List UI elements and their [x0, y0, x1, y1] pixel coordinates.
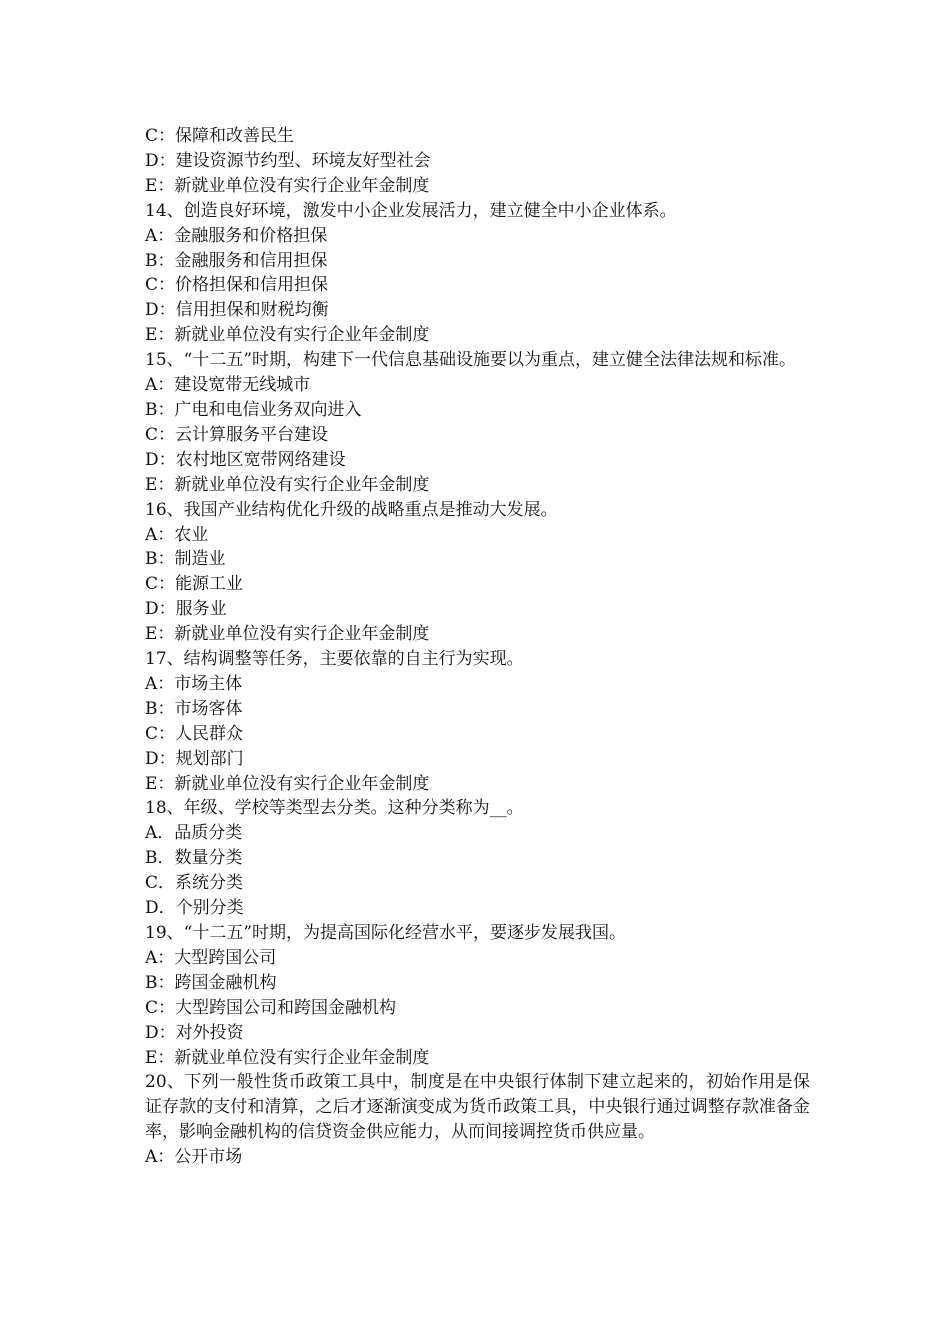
- option-d-q18: D．个别分类: [145, 898, 244, 919]
- question-19: 19、“十二五”时期，为提高国际化经营水平，要逐步发展我国。: [145, 923, 627, 943]
- option-e-q13: E：新就业单位没有实行企业年金制度: [145, 175, 430, 196]
- option-b-q14: B：金融服务和信用担保: [145, 250, 328, 271]
- question-18: 18、年级、学校等类型去分类。这种分类称为__。: [145, 798, 524, 819]
- option-a-q20: A：公开市场: [145, 1147, 243, 1168]
- option-b-q15: B：广电和电信业务双向进入: [145, 399, 362, 420]
- option-d-q19: D：对外投资: [145, 1022, 244, 1043]
- option-c-q19: C：大型跨国公司和跨国金融机构: [145, 997, 397, 1018]
- option-c-q17: C：人民群众: [145, 723, 244, 744]
- option-c-q13: C：保障和改善民生: [145, 126, 295, 146]
- option-b-q19: B：跨国金融机构: [145, 972, 277, 993]
- option-c-q14: C：价格担保和信用担保: [145, 275, 329, 296]
- question-20: 20、下列一般性货币政策工具中，制度是在中央银行体制下建立起来的，初始作用是保证存款的支付和清算，之后才逐渐演变成为货币政策工具，中央银行通过调整存款准备金率，影响金融机构的信贷资金供应能力，从而间接调控货币供应量。: [145, 1072, 810, 1143]
- option-c-q18: C．系统分类: [145, 873, 244, 894]
- option-a-q18: A．品质分类: [145, 823, 243, 844]
- option-e-q16: E：新就业单位没有实行企业年金制度: [145, 624, 430, 645]
- option-c-q15: C：云计算服务平台建设: [145, 424, 329, 445]
- option-d-q17: D：规划部门: [145, 748, 244, 769]
- option-b-q16: B：制造业: [145, 549, 226, 570]
- option-a-q14: A：金融服务和价格担保: [145, 225, 328, 246]
- option-d-q16: D：服务业: [145, 599, 227, 620]
- question-14: 14、创造良好环境，激发中小企业发展活力，建立健全中小企业体系。: [145, 200, 677, 221]
- option-a-q16: A：农业: [145, 524, 209, 545]
- option-a-q15: A：建设宽带无线城市: [145, 375, 311, 396]
- option-d-q15: D：农村地区宽带网络建设: [145, 449, 346, 470]
- option-d-q14: D：信用担保和财税均衡: [145, 300, 329, 321]
- option-c-q16: C：能源工业: [145, 574, 244, 595]
- option-e-q19: E：新就业单位没有实行企业年金制度: [145, 1047, 430, 1068]
- option-e-q17: E：新就业单位没有实行企业年金制度: [145, 773, 430, 794]
- option-a-q19: A：大型跨国公司: [145, 947, 277, 968]
- option-d-q13: D：建设资源节约型、环境友好型社会: [145, 150, 431, 171]
- option-a-q17: A：市场主体: [145, 673, 243, 694]
- option-e-q14: E：新就业单位没有实行企业年金制度: [145, 325, 430, 346]
- option-b-q18: B．数量分类: [145, 848, 243, 869]
- question-15: 15、“十二五”时期，构建下一代信息基础设施要以为重点，建立健全法律法规和标准。: [145, 350, 797, 371]
- option-b-q17: B：市场客体: [145, 698, 243, 719]
- document-page: [145, 124, 810, 1170]
- question-17: 17、结构调整等任务，主要依靠的自主行为实现。: [145, 649, 524, 670]
- question-16: 16、我国产业结构优化升级的战略重点是推动大发展。: [145, 499, 558, 520]
- option-e-q15: E：新就业单位没有实行企业年金制度: [145, 474, 430, 495]
